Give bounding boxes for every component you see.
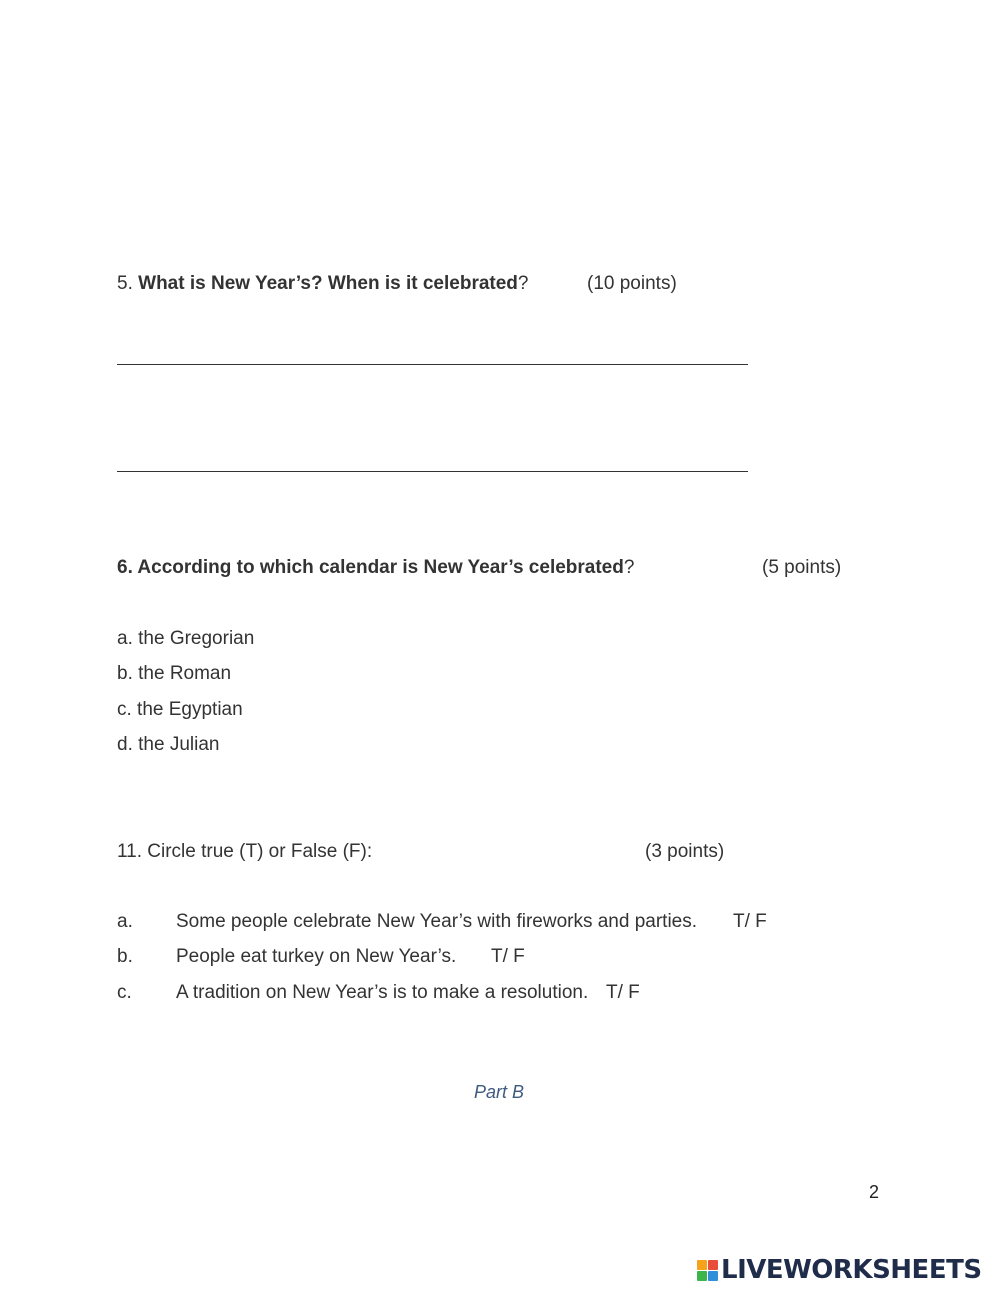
question-11-text: 11. Circle true (T) or False (F): [117,841,373,862]
logo-block-i [708,1260,718,1270]
question-6-qmark: ? [623,557,635,578]
logo-block-l [697,1260,707,1270]
question-5-points: (10 points) [587,273,677,294]
tf-item-b-text: People eat turkey on New Year’s. [176,946,457,967]
tf-item-c-text: A tradition on New Year’s is to make a resolution. [176,982,589,1003]
question-5 [117,273,529,295]
question-11-points: (3 points) [645,841,725,862]
tf-item-c-choice[interactable]: T/ F [606,982,640,1003]
answer-line-2[interactable] [117,471,748,472]
answer-line-1[interactable] [117,364,748,365]
question-5-qmark: ? [517,273,529,294]
question-5-text: What is New Year’s? When is it celebrated [138,273,518,294]
logo-block-v [697,1271,707,1281]
logo-block-e [708,1271,718,1281]
tf-item-b-letter: b. [117,946,133,967]
logo-blocks-icon [697,1260,718,1281]
question-5-number: 5. [117,273,133,294]
option-b[interactable]: b. the Roman [117,663,232,684]
option-a[interactable]: a. the Gregorian [117,628,255,649]
option-c[interactable]: c. the Egyptian [117,699,243,720]
tf-item-a-letter: a. [117,911,133,932]
tf-item-a-text: Some people celebrate New Year’s with fireworks and parties. [176,911,698,932]
question-6 [117,557,634,579]
question-6-text: 6. According to which calendar is New Year’s celebrated [117,557,624,578]
tf-item-b-choice[interactable]: T/ F [491,946,525,967]
logo-text: LIVEWORKSHEETS [721,1255,982,1285]
option-d[interactable]: d. the Julian [117,734,220,755]
tf-item-c-letter: c. [117,982,132,1003]
liveworksheets-logo [697,1255,982,1285]
page-number: 2 [869,1182,880,1202]
question-6-points: (5 points) [762,557,842,578]
tf-item-a-choice[interactable]: T/ F [733,911,767,932]
part-b-heading: Part B [473,1082,525,1102]
